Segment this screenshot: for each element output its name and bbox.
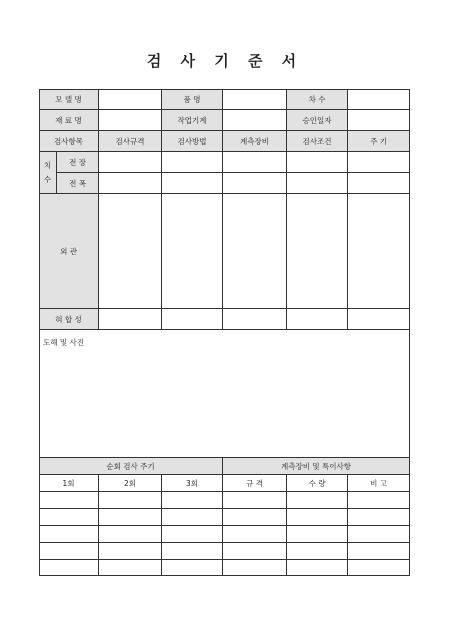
record-cell-r1-c6[interactable] <box>348 492 410 509</box>
equipment-notes-header: 계측장비 및 특이사항 <box>223 458 410 475</box>
total-length-label: 전 장 <box>57 152 99 173</box>
header-cycle: 주 기 <box>348 131 410 152</box>
record-cell-r2-c2[interactable] <box>99 509 162 526</box>
assembly-spec[interactable] <box>99 309 162 330</box>
record-cell-r2-c3[interactable] <box>162 509 223 526</box>
record-cell-r3-c1[interactable] <box>39 526 99 543</box>
appearance-spec[interactable] <box>99 194 162 309</box>
record-cell-r4-c1[interactable] <box>39 543 99 560</box>
dimension-label-char-2: 수 <box>43 174 52 184</box>
appearance-equipment[interactable] <box>223 194 287 309</box>
record-cell-r4-c2[interactable] <box>99 543 162 560</box>
total-length-equipment[interactable] <box>223 152 287 173</box>
equipment-col-remarks: 비 고 <box>348 475 410 492</box>
record-cell-r3-c5[interactable] <box>287 526 348 543</box>
record-cell-r5-c6[interactable] <box>348 560 410 576</box>
header-inspection-method: 검사방법 <box>162 131 223 152</box>
record-cell-r4-c5[interactable] <box>287 543 348 560</box>
assembly-condition[interactable] <box>287 309 348 330</box>
patrol-col-2: 2회 <box>99 475 162 492</box>
record-cell-r5-c3[interactable] <box>162 560 223 576</box>
equipment-col-spec: 규 격 <box>223 475 287 492</box>
patrol-cycle-header: 순회 검사 주기 <box>39 458 223 475</box>
record-cell-r1-c5[interactable] <box>287 492 348 509</box>
total-width-equipment[interactable] <box>223 173 287 194</box>
assembly-cycle[interactable] <box>348 309 410 330</box>
record-cell-r5-c5[interactable] <box>287 560 348 576</box>
dimension-label-char-1: 치 <box>43 160 52 170</box>
appearance-condition[interactable] <box>287 194 348 309</box>
appearance-method[interactable] <box>162 194 223 309</box>
drawing-photo-label: 도해 및 사진 <box>43 338 84 347</box>
record-cell-r1-c4[interactable] <box>223 492 287 509</box>
record-cell-r3-c6[interactable] <box>348 526 410 543</box>
total-width-spec[interactable] <box>99 173 162 194</box>
record-cell-r1-c2[interactable] <box>99 492 162 509</box>
total-length-method[interactable] <box>162 152 223 173</box>
record-cell-r4-c4[interactable] <box>223 543 287 560</box>
drawing-photo-area[interactable] <box>39 330 410 458</box>
record-cell-r2-c6[interactable] <box>348 509 410 526</box>
record-cell-r1-c3[interactable] <box>162 492 223 509</box>
record-cell-r3-c4[interactable] <box>223 526 287 543</box>
equipment-col-quantity: 수 량 <box>287 475 348 492</box>
patrol-col-3: 3회 <box>162 475 223 492</box>
record-cell-r4-c3[interactable] <box>162 543 223 560</box>
record-cell-r3-c3[interactable] <box>162 526 223 543</box>
record-cell-r2-c4[interactable] <box>223 509 287 526</box>
record-cell-r3-c2[interactable] <box>99 526 162 543</box>
approval-date-label: 승인일자 <box>287 110 348 131</box>
order-label: 차 수 <box>287 89 348 110</box>
total-length-condition[interactable] <box>287 152 348 173</box>
appearance-cycle[interactable] <box>348 194 410 309</box>
record-cell-r5-c2[interactable] <box>99 560 162 576</box>
total-length-cycle[interactable] <box>348 152 410 173</box>
model-name-field[interactable] <box>99 89 162 110</box>
record-cell-r4-c6[interactable] <box>348 543 410 560</box>
document-title: 검 사 기 준 서 <box>146 52 304 70</box>
total-width-condition[interactable] <box>287 173 348 194</box>
work-machine-field[interactable] <box>223 110 287 131</box>
material-name-field[interactable] <box>99 110 162 131</box>
record-cell-r2-c5[interactable] <box>287 509 348 526</box>
header-inspection-condition: 검사조건 <box>287 131 348 152</box>
assembly-method[interactable] <box>162 309 223 330</box>
order-field[interactable] <box>348 89 410 110</box>
appearance-label: 외 관 <box>39 194 99 309</box>
total-length-spec[interactable] <box>99 152 162 173</box>
approval-date-field[interactable] <box>348 110 410 131</box>
record-cell-r1-c1[interactable] <box>39 492 99 509</box>
assembly-equipment[interactable] <box>223 309 287 330</box>
total-width-cycle[interactable] <box>348 173 410 194</box>
assembly-label: 혀 합 성 <box>39 309 99 330</box>
header-measuring-equipment: 계측장비 <box>223 131 287 152</box>
header-inspection-spec: 검사규격 <box>99 131 162 152</box>
dimension-label <box>39 152 57 194</box>
work-machine-label: 작업기계 <box>162 110 223 131</box>
model-name-label: 모 델 명 <box>39 89 99 110</box>
patrol-col-1: 1회 <box>39 475 99 492</box>
inspection-standard-form <box>39 89 410 576</box>
total-width-method[interactable] <box>162 173 223 194</box>
material-name-label: 재 료 명 <box>39 110 99 131</box>
total-width-label: 전 폭 <box>57 173 99 194</box>
record-cell-r5-c4[interactable] <box>223 560 287 576</box>
record-cell-r5-c1[interactable] <box>39 560 99 576</box>
product-name-label: 품 명 <box>162 89 223 110</box>
header-inspection-item: 검사항목 <box>39 131 99 152</box>
product-name-field[interactable] <box>223 89 287 110</box>
record-cell-r2-c1[interactable] <box>39 509 99 526</box>
